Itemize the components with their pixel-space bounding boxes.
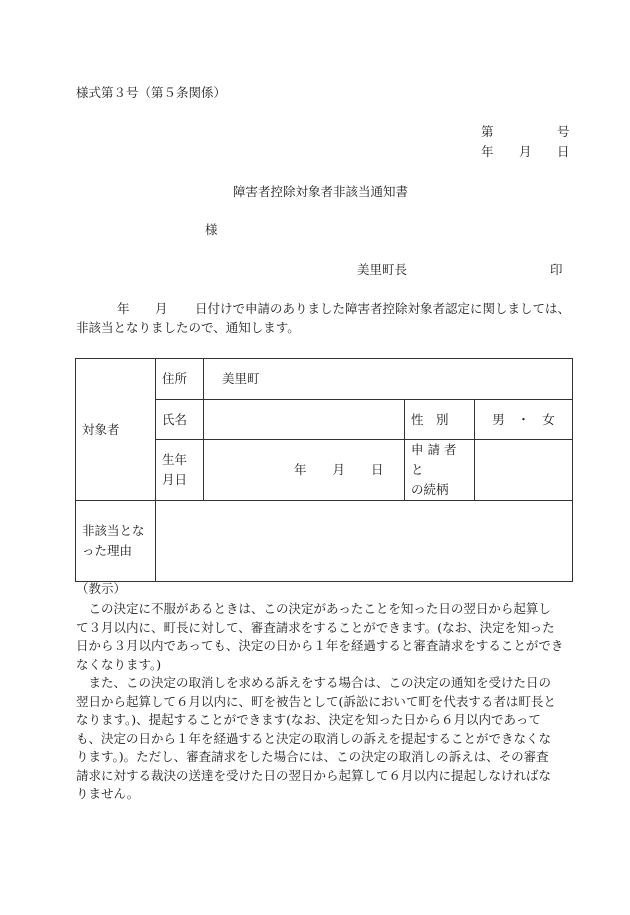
notice-line: 翌日から起算して６月以内に、町を被告として(訴訟において町を代表する者は町長と (76, 693, 556, 709)
relation-label-line1: 申 請 者 と (411, 442, 457, 477)
subject-label: 対象者 (76, 359, 156, 501)
document-number-prefix: 第 (481, 124, 494, 139)
reason-label-line2: った理由 (82, 543, 133, 558)
name-value (204, 400, 405, 440)
document-number-suffix: 号 (557, 124, 570, 139)
form-number: 様式第３号（第５条関係） (76, 85, 227, 100)
subject-info-table (75, 358, 573, 582)
name-label: 氏名 (156, 400, 204, 440)
notice-line: ります。)。ただし、審査請求をした場合には、この決定の取消しの訴えは、その審査 (76, 749, 549, 764)
address-label: 住所 (156, 359, 204, 400)
date-day: 日 (557, 144, 570, 159)
date-year: 年 (481, 144, 494, 159)
date-month: 月 (519, 144, 532, 159)
issuer-name: 美里町長 (357, 262, 408, 277)
notice-line: この決定に不服があるときは、この決定があったことを知った日の翌日から起算し (76, 601, 551, 616)
gender-label: 性 別 (405, 400, 475, 440)
notice-paragraphs (76, 600, 582, 804)
relation-label (405, 440, 475, 501)
reason-label (76, 501, 156, 582)
addressee-suffix: 様 (205, 222, 218, 237)
birthdate-label-line1: 生年 (162, 452, 188, 467)
body-year: 年 (117, 301, 130, 316)
address-value: 美里町 (204, 359, 573, 400)
birthdate-value (204, 440, 405, 501)
seal-mark: 印 (550, 262, 563, 277)
reason-value (156, 501, 573, 582)
birth-month: 月 (332, 462, 346, 477)
notice-line: なります。)、提起することができます(なお、決定を知った日から６月以内であって (76, 712, 541, 727)
gender-options: 男 ・ 女 (475, 400, 573, 440)
notice-line: 請求に対する裁決の送達を受けた日の翌日から起算して６月以内に提起しなければな (76, 767, 552, 783)
notice-line: て３月以内に、町長に対して、審査請求をすることができます。(なお、決定を知った (76, 619, 555, 635)
birthdate-label-line2: 月日 (162, 472, 188, 487)
birthdate-label (156, 440, 204, 501)
notice-line: りません。 (76, 786, 140, 801)
relation-value (475, 440, 573, 501)
body-month: 月 (155, 301, 168, 316)
body-text-line1: 日付けで申請のありました障害者控除対象者認定に関しましては、 (195, 301, 571, 316)
relation-label-line2: の続柄 (411, 482, 449, 497)
body-text-line2: 非該当となりましたので、通知します。 (76, 320, 300, 335)
notice-line: なくなります。) (76, 656, 162, 672)
notice-line: も、決定の日から１年を経過すると決定の取消しの訴えを提起することができなくな (76, 730, 552, 746)
notice-line: 日から３月以内であっても、決定の日から１年を経過すると審査請求をすることができ (76, 638, 564, 653)
notice-heading: （教示） (76, 581, 127, 596)
reason-label-line1: 非該当とな (82, 523, 145, 538)
birth-day: 日 (371, 462, 384, 477)
birth-year: 年 (294, 462, 307, 477)
document-title: 障害者控除対象者非該当通知書 (233, 184, 409, 199)
notice-line: また、この決定の取消しを求める訴えをする場合は、この決定の通知を受けた日の (76, 675, 552, 690)
